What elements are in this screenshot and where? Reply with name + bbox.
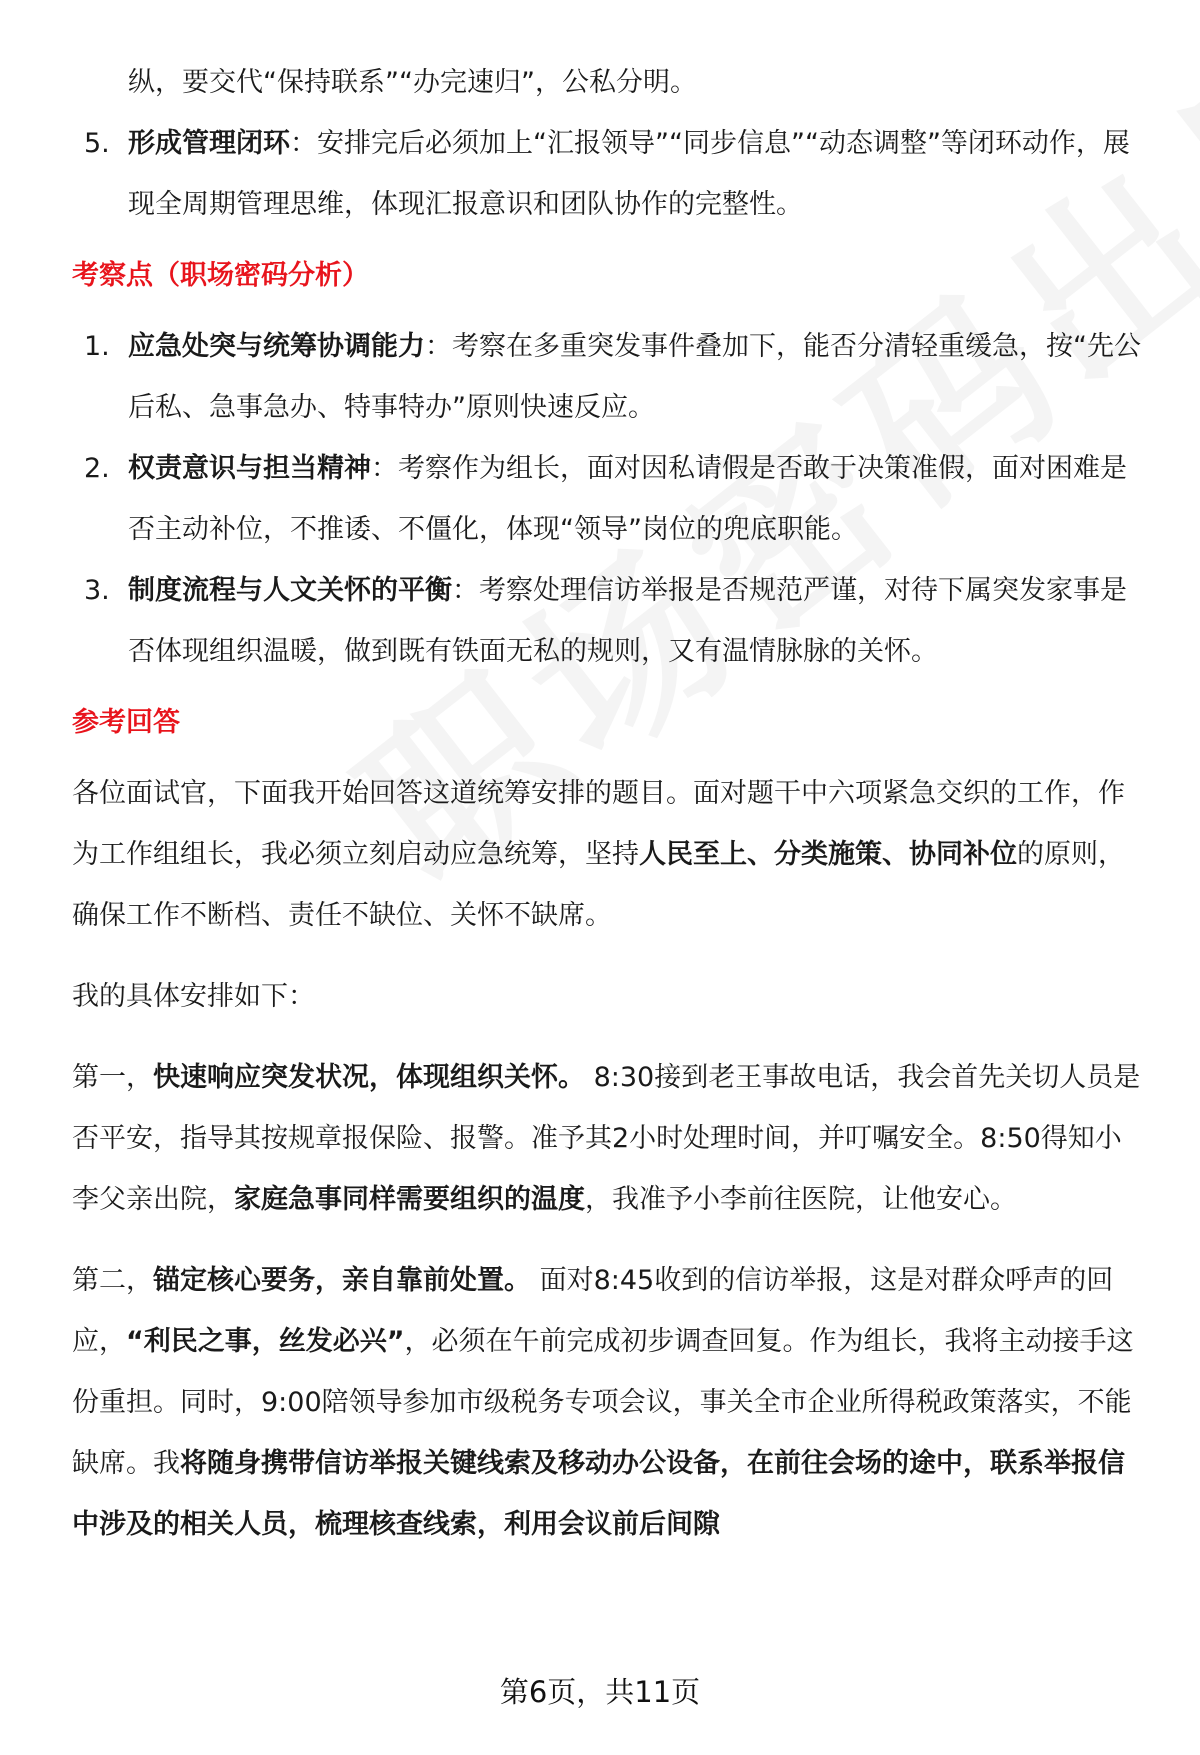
list-item-text: ：考察在多重突发事件叠加下，能否分清轻重缓急，按“先公后私、急事急办、特事特办”原则快速反应。 [128, 331, 1141, 423]
list-item-5 [72, 113, 1142, 235]
list-number: 5. [84, 128, 110, 159]
section-heading-reference-answer: 参考回答 [72, 707, 180, 738]
text-run: ，我准予小李前往医院，让他安心。 [585, 1184, 1017, 1215]
text-run: 第二， [72, 1265, 153, 1296]
bold-run: 家庭急事同样需要组织的温度 [234, 1184, 585, 1215]
document-body [72, 52, 1142, 1555]
bold-run: “利民之事，丝发必兴” [126, 1326, 405, 1357]
text-run: 第一， [72, 1062, 153, 1093]
page-number-footer: 第6页，共11页 [499, 1675, 701, 1709]
bold-run: 快速响应突发状况，体现组织关怀。 [153, 1062, 585, 1093]
answer-paragraph-2 [72, 1250, 1142, 1555]
list-number: 2. [84, 453, 110, 484]
assessment-list [72, 316, 1142, 682]
text-run: 面对8:45收到的信访举报，这是对群众呼声的回应， [72, 1265, 1114, 1357]
list-item-text: ：考察处理信访举报是否规范严谨，对待下属突发家事是否体现组织温暖，做到既有铁面无私的规则，又有温情脉脉的关怀。 [128, 575, 1127, 667]
answer-paragraph-1 [72, 1047, 1142, 1230]
arrangement-lead: 我的具体安排如下： [72, 981, 315, 1012]
bold-run: 锚定核心要务，亲自靠前处置。 [153, 1265, 531, 1296]
list-item-title: 权责意识与担当精神 [128, 453, 371, 484]
text-run: ，必须在午前完成初步调查回复。作为组长，我将主动接手这份重担。同时，9:00陪领导参加市级税务专项会议，事关全市企业所得税政策落实，不能缺席。我 [72, 1326, 1134, 1479]
section-heading-assessment: 考察点（职场密码分析） [72, 260, 369, 291]
list-number: 1. [84, 331, 110, 362]
list-item [72, 560, 1142, 682]
bold-run: 人民至上、分类施策、协同补位 [639, 839, 1017, 870]
bold-run: 将随身携带信访举报关键线索及移动办公设备，在前往会场的途中，联系举报信中涉及的相关人员，梳理核查线索，利用会议前后间隙 [72, 1448, 1125, 1540]
list-item-title: 应急处突与统筹协调能力 [128, 331, 425, 362]
list-item-title: 制度流程与人文关怀的平衡 [128, 575, 452, 606]
list-number: 3. [84, 575, 110, 606]
list-item-title: 形成管理闭环 [128, 128, 290, 159]
text-run: 的原则，确保工作不断档、责任不缺位、关怀不缺席。 [72, 839, 1125, 931]
list-item [72, 316, 1142, 438]
text-run: 8:30接到老王事故电话，我会首先关切人员是否平安，指导其按规章报保险、报警。准予其2小时处理时间，并叮嘱安全。8:50得知小李父亲出院， [72, 1062, 1141, 1215]
list-item-text: ：考察作为组长，面对因私请假是否敢于决策准假，面对困难是否主动补位，不推诿、不僵化，体现“领导”岗位的兜底职能。 [128, 453, 1127, 545]
answer-intro-paragraph [72, 763, 1142, 946]
paragraph-continuation: 纵，要交代“保持联系”“办完速归”，公私分明。 [128, 67, 697, 98]
text-run: 各位面试官，下面我开始回答这道统筹安排的题目。面对题干中六项紧急交织的工作，作为工作组组长，我必须立刻启动应急统筹，坚持 [72, 778, 1125, 870]
list-item [72, 438, 1142, 560]
list-item-text: ：安排完后必须加上“汇报领导”“同步信息”“动态调整”等闭环动作，展现全周期管理思维，体现汇报意识和团队协作的完整性。 [128, 128, 1130, 220]
